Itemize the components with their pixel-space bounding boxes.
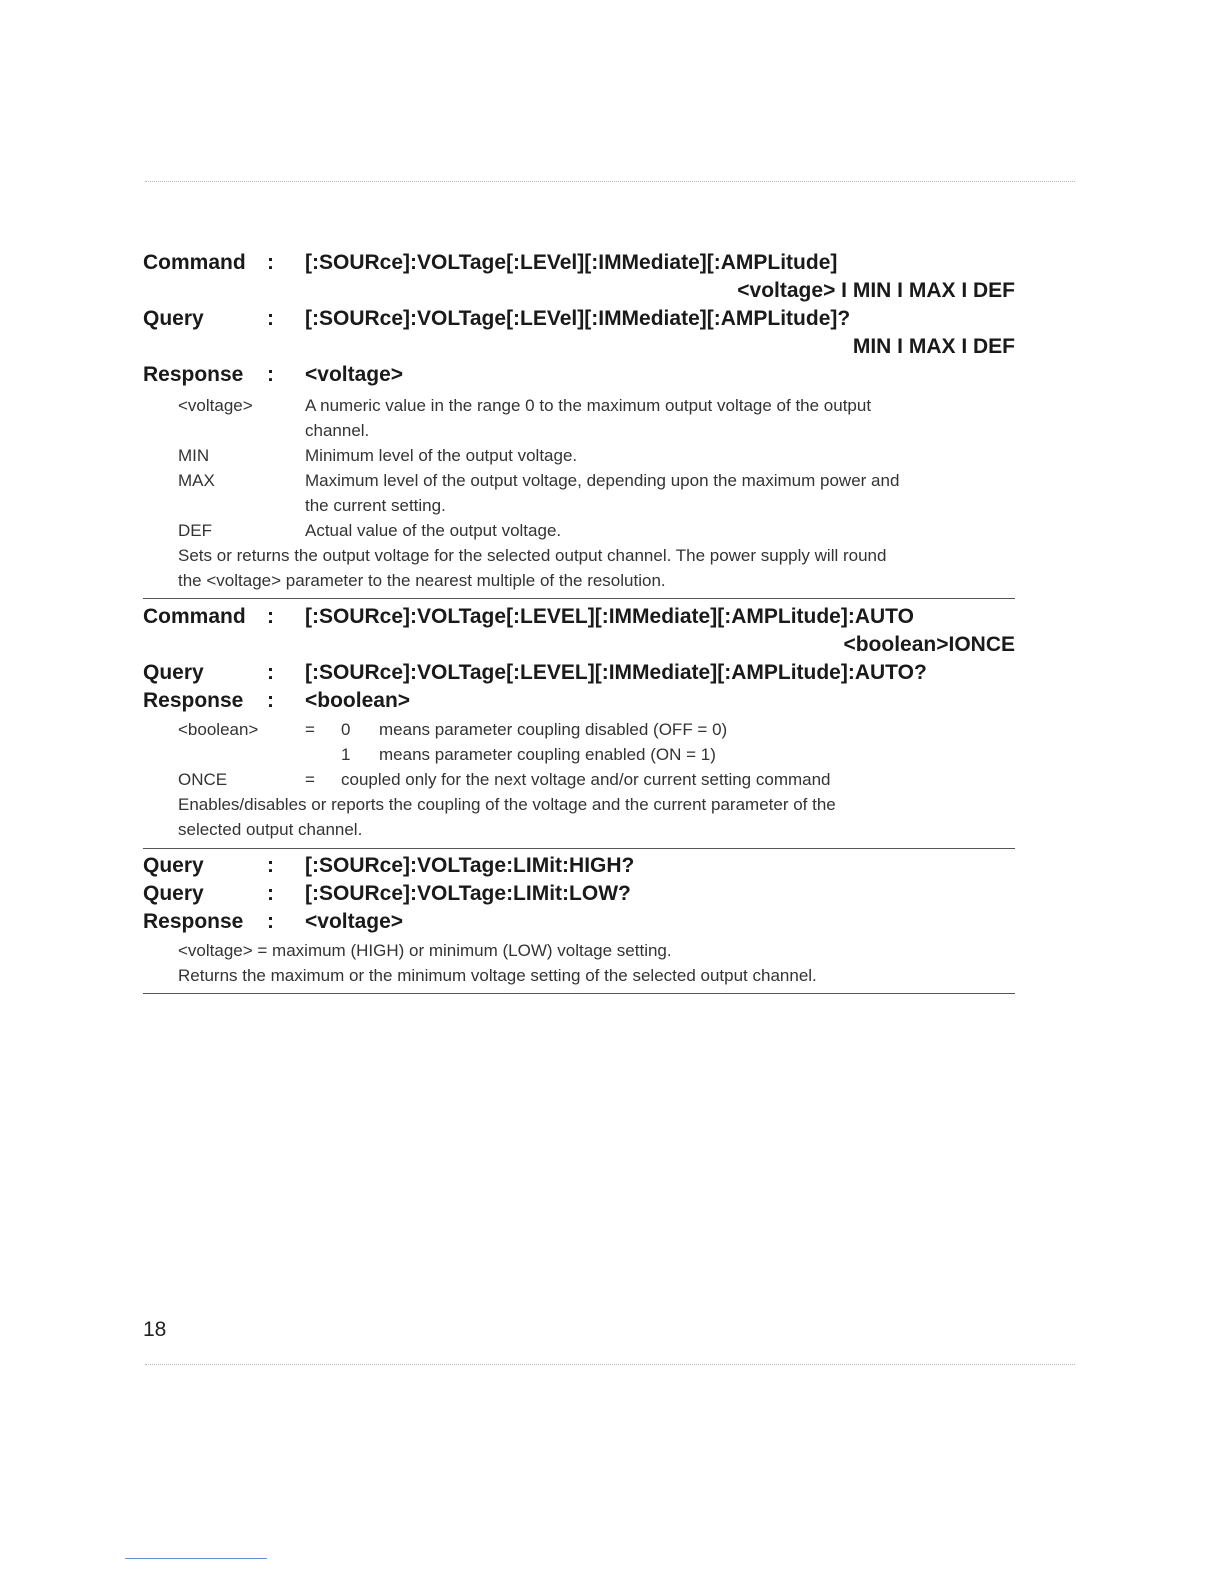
- query-row-low: [143, 880, 1015, 908]
- definition-term: DEF: [178, 521, 212, 540]
- response-label: Response: [143, 363, 244, 386]
- bottom-dotted-rule: [145, 1364, 1075, 1365]
- value-1-desc: means parameter coupling enabled (ON = 1): [379, 745, 716, 764]
- value-0-desc: means parameter coupling disabled (OFF = 0): [379, 720, 728, 739]
- top-dotted-rule: [145, 181, 1075, 182]
- colon: :: [267, 363, 274, 386]
- query-label: Query: [143, 307, 204, 330]
- section-voltage-auto: [143, 603, 1015, 842]
- query-params: MIN I MAX I DEF: [852, 335, 1015, 358]
- definition-cont: [143, 493, 1015, 518]
- command-syntax: [:SOURce]:VOLTage[:LEVel][:IMMediate][:AMPLitude]: [305, 251, 838, 274]
- response-row: [143, 361, 1015, 389]
- command-label: Command: [143, 251, 246, 274]
- query-label: Query: [143, 854, 204, 877]
- query-row-high: [143, 852, 1015, 880]
- response-label: Response: [143, 910, 244, 933]
- query-label: Query: [143, 661, 204, 684]
- definition-row: [143, 518, 1015, 543]
- definition-desc: Minimum level of the output voltage.: [305, 446, 578, 465]
- response-value: <boolean>: [305, 689, 411, 712]
- command-row: [143, 603, 1015, 631]
- once-desc: coupled only for the next voltage and/or current setting command: [341, 770, 831, 789]
- definition-desc: A numeric value in the range 0 to the maximum output voltage of the output: [305, 396, 872, 415]
- colon: :: [267, 661, 274, 684]
- value-1: 1: [341, 745, 351, 764]
- command-params: <voltage> I MIN I MAX I DEF: [737, 279, 1015, 302]
- response-value: <voltage>: [305, 910, 404, 933]
- section-divider: [143, 598, 1015, 599]
- query-high-syntax: [:SOURce]:VOLTage:LIMit:HIGH?: [305, 854, 635, 877]
- once-term: ONCE: [178, 770, 228, 789]
- query-label: Query: [143, 882, 204, 905]
- description-line: the <voltage> parameter to the nearest multiple of the resolution.: [178, 571, 666, 590]
- colon: :: [267, 689, 274, 712]
- bottom-edge-line: [125, 1558, 267, 1559]
- query-low-syntax: [:SOURce]:VOLTage:LIMit:LOW?: [305, 882, 631, 905]
- colon: :: [267, 605, 274, 628]
- response-value: <voltage>: [305, 363, 404, 386]
- definition-term: MIN: [178, 446, 210, 465]
- definition-desc: Maximum level of the output voltage, depending upon the maximum power and: [305, 471, 900, 490]
- definition-desc: Actual value of the output voltage.: [305, 521, 562, 540]
- definition-row: [143, 393, 1015, 418]
- boolean-row-0: [143, 717, 1015, 742]
- response-row: [143, 908, 1015, 936]
- section-voltage-limit: [143, 852, 1015, 988]
- query-row: [143, 305, 1015, 333]
- command-syntax: [:SOURce]:VOLTage[:LEVEL][:IMMediate][:AMPLitude]:AUTO: [305, 605, 914, 628]
- section-voltage-level: [143, 249, 1015, 593]
- page-number: 18: [143, 1318, 167, 1341]
- description-line: Sets or returns the output voltage for the selected output channel. The power supply will round: [178, 546, 887, 565]
- colon: :: [267, 854, 274, 877]
- command-row: [143, 249, 1015, 277]
- definition-term: MAX: [178, 471, 215, 490]
- description-line: <voltage> = maximum (HIGH) or minimum (LOW) voltage setting.: [178, 941, 672, 960]
- colon: :: [267, 251, 274, 274]
- colon: :: [267, 307, 274, 330]
- query-syntax: [:SOURce]:VOLTage[:LEVEL][:IMMediate][:AMPLitude]:AUTO?: [305, 661, 927, 684]
- colon: :: [267, 882, 274, 905]
- section-divider: [143, 848, 1015, 849]
- description-line: Returns the maximum or the minimum voltage setting of the selected output channel.: [178, 966, 817, 985]
- query-row: [143, 659, 1015, 687]
- definition-cont: [143, 418, 1015, 443]
- boolean-term: <boolean>: [178, 720, 259, 739]
- definition-desc-cont: channel.: [305, 421, 370, 440]
- definition-term: <voltage>: [178, 396, 253, 415]
- response-label: Response: [143, 689, 244, 712]
- response-row: [143, 687, 1015, 715]
- boolean-row-1: [143, 742, 1015, 767]
- definition-row: [143, 443, 1015, 468]
- section-divider: [143, 993, 1015, 994]
- query-syntax: [:SOURce]:VOLTage[:LEVel][:IMMediate][:AMPLitude]?: [305, 307, 851, 330]
- definition-row: [143, 468, 1015, 493]
- command-label: Command: [143, 605, 246, 628]
- definition-desc-cont: the current setting.: [305, 496, 446, 515]
- description-line: Enables/disables or reports the coupling of the voltage and the current parameter of the: [178, 795, 836, 814]
- once-row: [143, 767, 1015, 792]
- equals-sign: =: [305, 720, 315, 739]
- command-params: <boolean>IONCE: [843, 633, 1015, 656]
- description-line: selected output channel.: [178, 820, 363, 839]
- value-0: 0: [341, 720, 351, 739]
- colon: :: [267, 910, 274, 933]
- equals-sign: =: [305, 770, 315, 789]
